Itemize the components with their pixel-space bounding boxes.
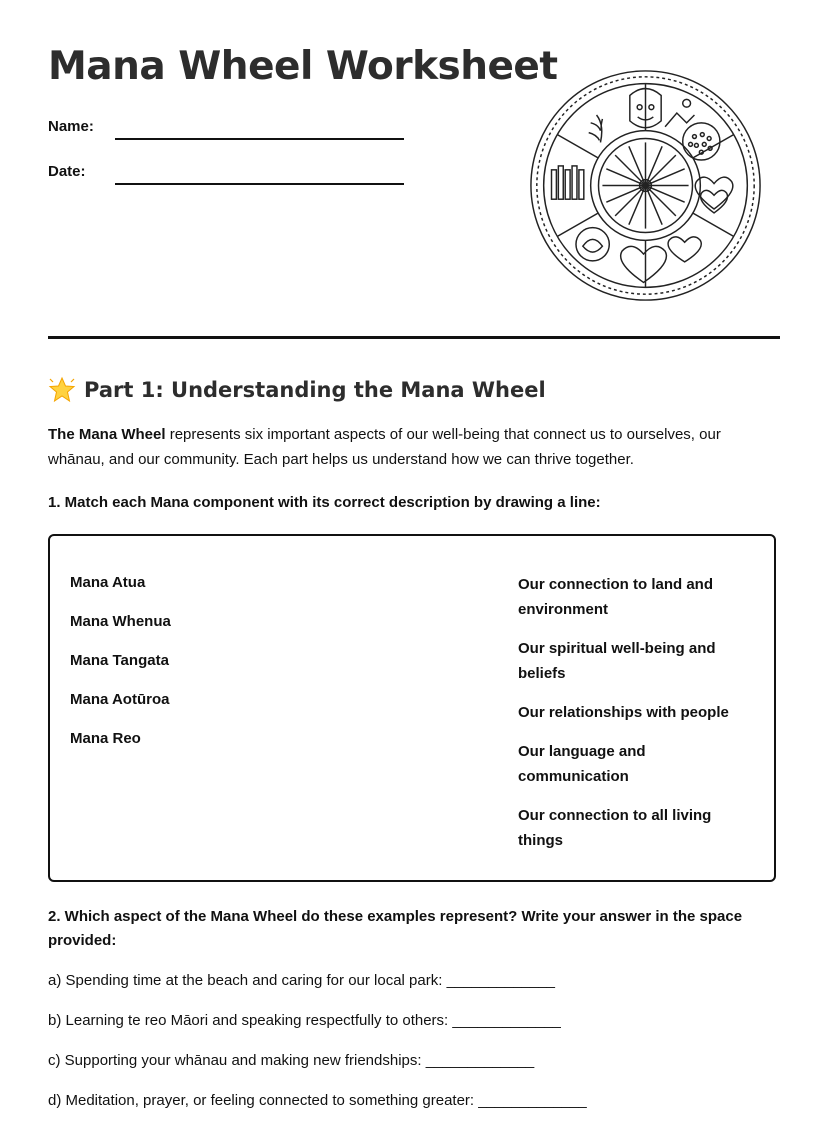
date-field[interactable] [48, 163, 408, 187]
section-divider [48, 336, 780, 339]
name-label: Name: [48, 118, 94, 135]
term-item[interactable]: Mana Tangata [70, 652, 169, 669]
name-line[interactable] [115, 138, 404, 140]
term-item[interactable]: Mana Aotūroa [70, 691, 170, 708]
page-title: Mana Wheel Worksheet [48, 44, 558, 89]
descriptions-column [518, 572, 754, 867]
question-2-prompt: 2. Which aspect of the Mana Wheel do these examples represent? Write your answer in the space provided: [48, 908, 743, 949]
description-item[interactable]: Our relationships with people [518, 704, 729, 721]
answer-item-b[interactable]: b) Learning te reo Māori and speaking respectfully to others: _____________ [48, 1012, 561, 1029]
description-item[interactable]: Our spiritual well-being and beliefs [518, 640, 716, 682]
question-1-prompt: 1. Match each Mana component with its correct description by drawing a line: [48, 494, 601, 511]
description-item[interactable]: Our language and communication [518, 743, 646, 785]
intro-text: represents six important aspects of our well-being that connect us to ourselves, our whānau, and our community. Each part helps us understand how we can thrive together. [48, 426, 721, 468]
terms-column [70, 572, 171, 767]
answer-item-c[interactable]: c) Supporting your whānau and making new friendships: _____________ [48, 1052, 535, 1069]
answer-list [48, 970, 587, 1130]
description-item[interactable]: Our connection to all living things [518, 807, 712, 849]
part1-heading [48, 374, 546, 406]
star-icon [48, 376, 76, 404]
answer-item-a[interactable]: a) Spending time at the beach and caring for our local park: _____________ [48, 972, 556, 989]
name-field[interactable] [48, 118, 408, 142]
date-label: Date: [48, 163, 86, 180]
term-item[interactable]: Mana Whenua [70, 613, 171, 630]
term-item[interactable]: Mana Reo [70, 730, 141, 747]
term-item[interactable]: Mana Atua [70, 574, 146, 591]
mana-wheel-illustration [528, 68, 763, 303]
answer-item-d[interactable]: d) Meditation, prayer, or feeling connected to something greater: _____________ [48, 1092, 587, 1109]
description-item[interactable]: Our connection to land and environment [518, 576, 713, 618]
date-line[interactable] [115, 183, 404, 185]
intro-bold: The Mana Wheel [48, 426, 166, 443]
intro-paragraph [48, 422, 768, 472]
part1-heading-text: Part 1: Understanding the Mana Wheel [84, 378, 546, 402]
matching-box [48, 534, 776, 882]
